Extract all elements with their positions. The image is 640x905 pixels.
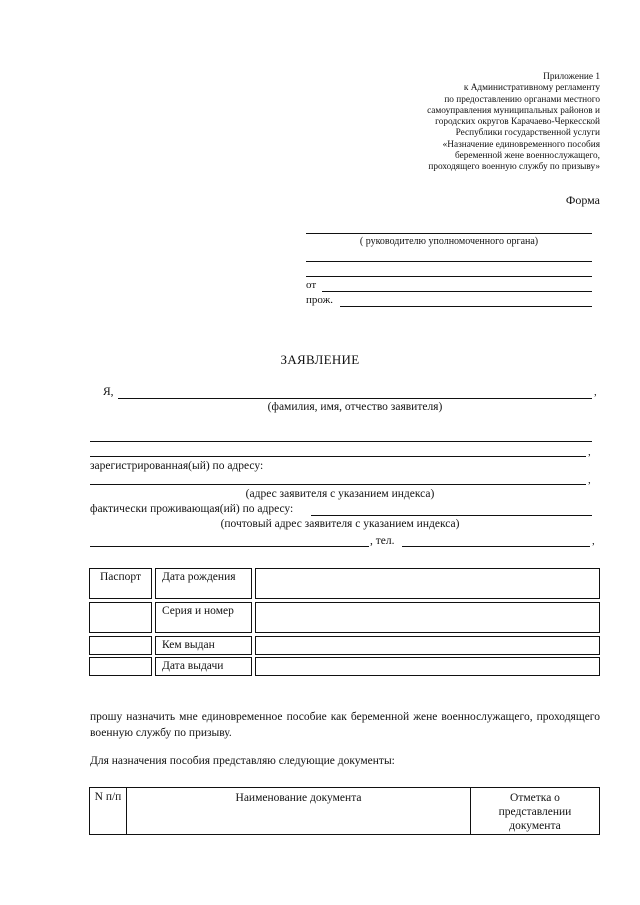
comma: , xyxy=(592,535,595,547)
actual-address-label: фактически проживающая(ий) по адресу: xyxy=(90,503,294,515)
series-number-field[interactable] xyxy=(255,602,600,633)
postal-address-field[interactable] xyxy=(90,546,369,547)
header-line: к Административному регламенту xyxy=(463,83,600,94)
header-line: Республики государственной услуги xyxy=(455,128,600,139)
phone-field[interactable] xyxy=(402,546,590,547)
header-line: Приложение 1 xyxy=(543,72,600,82)
header-line: самоуправления муниципальных районов и xyxy=(427,105,600,116)
name-caption: (фамилия, имя, отчество заявителя) xyxy=(267,401,443,413)
passport-header-cell xyxy=(89,568,152,599)
series-number-label: Серия и номер xyxy=(162,605,234,617)
from-label: от xyxy=(306,279,317,291)
address-caption: (адрес заявителя с указанием индекса) xyxy=(245,488,435,500)
registered-label: зарегистрированная(ый) по адресу: xyxy=(90,460,264,472)
comma: , xyxy=(594,386,597,398)
registered-address-field[interactable] xyxy=(90,484,586,485)
header-line: проходящего военную службу по призыву» xyxy=(428,162,600,173)
header-line: «Назначение единовременного пособия xyxy=(442,139,600,150)
tel-label: , тел. xyxy=(370,535,395,547)
applicant-name-field[interactable] xyxy=(118,398,592,399)
header-line: по предоставлению органами местного xyxy=(444,94,600,105)
addressee-caption: ( руководителю уполномоченного органа) xyxy=(359,236,539,247)
addressee-line[interactable] xyxy=(306,276,592,277)
passport-empty-cell xyxy=(89,657,152,676)
doc-col-num xyxy=(89,787,127,835)
doc-col-mark xyxy=(471,787,600,835)
documents-intro: Для назначения пособия представляю следующие документы: xyxy=(90,755,395,767)
issued-by-label: Кем выдан xyxy=(162,639,215,651)
passport-label-cell xyxy=(155,636,252,655)
birth-date-field[interactable] xyxy=(255,568,600,599)
doc-col-num-label: N п/п xyxy=(94,791,122,803)
issue-date-label: Дата выдачи xyxy=(162,660,224,672)
request-text: прошу назначить мне единовременное пособие как беременной жене военнослужащего, проходящего военную службу по призыву. xyxy=(90,711,600,739)
actual-address-field[interactable] xyxy=(311,515,592,516)
header-line: городских округов Карачаево-Черкесской xyxy=(435,117,600,128)
passport-empty-cell xyxy=(89,602,152,633)
issued-by-field[interactable] xyxy=(255,636,600,655)
comma: , xyxy=(588,446,591,458)
residing-label: прож. xyxy=(306,294,333,306)
addressee-line[interactable] xyxy=(306,261,592,262)
blank-line[interactable] xyxy=(90,456,586,457)
issue-date-field[interactable] xyxy=(255,657,600,676)
passport-header: Паспорт xyxy=(99,571,142,583)
residing-field[interactable] xyxy=(340,306,592,307)
postal-caption: (почтовый адрес заявителя с указанием индекса) xyxy=(220,518,460,530)
page-title: ЗАЯВЛЕНИЕ xyxy=(280,352,360,367)
regulation-header xyxy=(340,72,600,174)
blank-line[interactable] xyxy=(90,441,592,442)
header-line: беременной жене военнослужащего, xyxy=(455,151,600,162)
addressee-line[interactable] xyxy=(306,233,592,234)
from-field[interactable] xyxy=(322,291,592,292)
doc-col-mark-label: Отметка о представлении документа xyxy=(498,792,572,832)
doc-col-name xyxy=(127,787,471,835)
form-label: Форма xyxy=(565,193,600,207)
i-label: Я, xyxy=(103,386,114,398)
passport-label-cell xyxy=(155,602,252,633)
passport-empty-cell xyxy=(89,636,152,655)
passport-label-cell xyxy=(155,568,252,599)
passport-label-cell xyxy=(155,657,252,676)
birth-date-label: Дата рождения xyxy=(162,571,236,583)
comma: , xyxy=(588,474,591,486)
doc-col-name-label: Наименование документа xyxy=(235,792,362,804)
